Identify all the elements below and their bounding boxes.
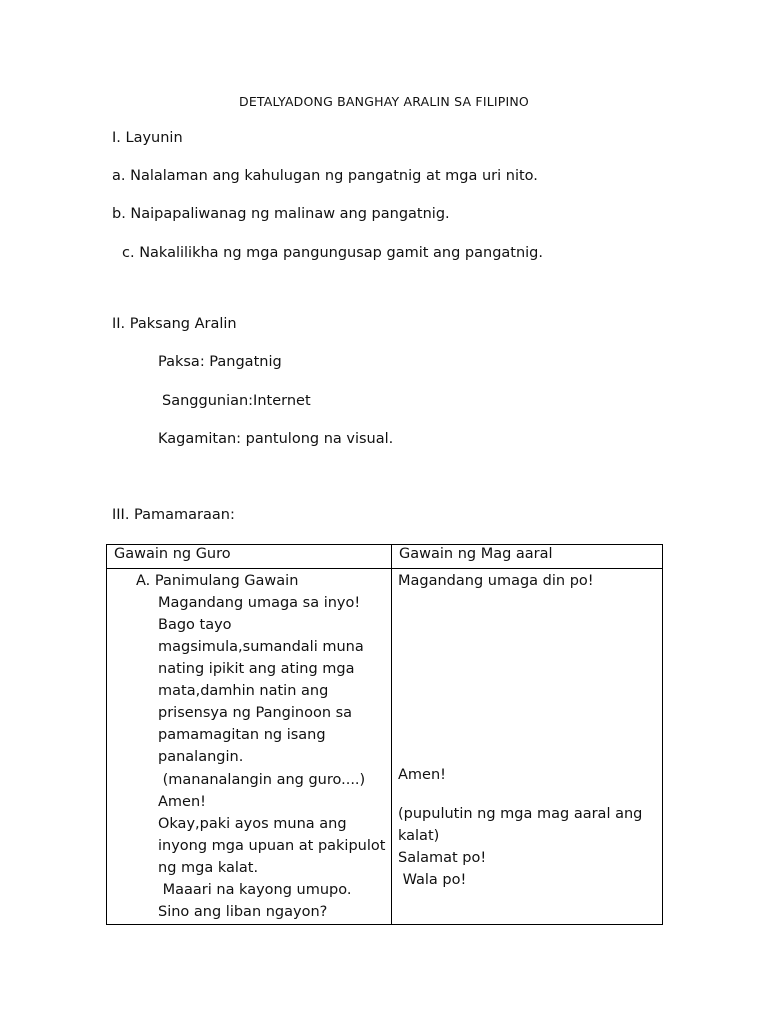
teacher-line: panalangin. xyxy=(158,749,244,765)
teacher-line: Magandang umaga sa inyo! xyxy=(158,595,361,611)
student-line: Wala po! xyxy=(398,872,467,888)
student-cell xyxy=(392,569,663,925)
teacher-line: pamamagitan ng isang xyxy=(158,727,326,743)
objective-c: c. Nakalilikha ng mga pangungusap gamit ang pangatnig. xyxy=(122,245,543,261)
teacher-line: prisensya ng Panginoon sa xyxy=(158,705,353,721)
objective-a: a. Nalalaman ang kahulugan ng pangatnig at mga uri nito. xyxy=(112,168,538,184)
section-heading-pamamaraan: III. Pamamaraan: xyxy=(112,507,235,523)
paksa-line: Paksa: Pangatnig xyxy=(158,354,282,370)
activity-table xyxy=(106,544,663,925)
student-line: (pupulutin ng mga mag aaral ang xyxy=(398,806,643,822)
teacher-line: mata,damhin natin ang xyxy=(158,683,329,699)
teacher-line: (mananalangin ang guro....) xyxy=(158,772,366,788)
teacher-line: inyong mga upuan at pakipulot xyxy=(158,838,386,854)
document-title: DETALYADONG BANGHAY ARALIN SA FILIPINO xyxy=(239,94,529,109)
objective-b: b. Naipapaliwanag ng malinaw ang pangatnig. xyxy=(112,206,450,222)
teacher-cell xyxy=(107,569,392,925)
teacher-line: A. Panimulang Gawain xyxy=(136,573,299,589)
teacher-line: Sino ang liban ngayon? xyxy=(158,904,328,920)
section-heading-paksang-aralin: II. Paksang Aralin xyxy=(112,316,237,332)
student-line: Salamat po! xyxy=(398,850,487,866)
teacher-line: Amen! xyxy=(158,794,206,810)
teacher-line: Bago tayo xyxy=(158,617,232,633)
table-header-row xyxy=(107,545,663,569)
teacher-line: Okay,paki ayos muna ang xyxy=(158,816,347,832)
teacher-line: nating ipikit ang ating mga xyxy=(158,661,355,677)
student-line: Amen! xyxy=(398,767,446,783)
table-row xyxy=(107,569,663,925)
table-header-teacher: Gawain ng Guro xyxy=(107,545,392,569)
kagamitan-line: Kagamitan: pantulong na visual. xyxy=(158,431,394,447)
student-line: Magandang umaga din po! xyxy=(398,573,594,589)
teacher-line: Maaari na kayong umupo. xyxy=(158,882,352,898)
teacher-line: ng mga kalat. xyxy=(158,860,259,876)
sanggunian-line: Sanggunian:Internet xyxy=(162,393,311,409)
table-header-student: Gawain ng Mag aaral xyxy=(392,545,663,569)
student-line: kalat) xyxy=(398,828,440,844)
section-heading-layunin: I. Layunin xyxy=(112,130,183,146)
teacher-line: magsimula,sumandali muna xyxy=(158,639,364,655)
